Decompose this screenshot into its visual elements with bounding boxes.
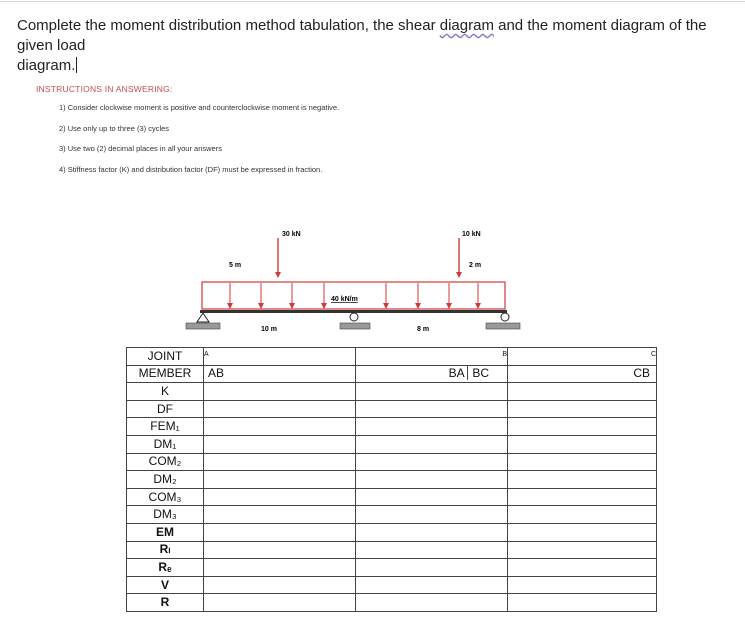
table-row xyxy=(127,488,657,506)
table-row xyxy=(127,453,657,471)
value-cell[interactable] xyxy=(356,418,508,436)
row-label: DM₁ xyxy=(127,435,204,453)
joint-c-label: C xyxy=(650,351,656,358)
row-label: COM₂ xyxy=(127,453,204,471)
member-ba-bc-cell[interactable] xyxy=(356,365,508,383)
instruction-item: 2) Use only up to three (3) cycles xyxy=(59,124,170,133)
point-load-2-label: 10 kN xyxy=(462,231,481,238)
value-cell[interactable] xyxy=(356,576,508,594)
member-bc-label: BC xyxy=(467,366,507,380)
value-cell[interactable] xyxy=(356,383,508,401)
value-cell[interactable] xyxy=(508,400,657,418)
row-label: FEM₁ xyxy=(127,418,204,436)
member-ab-label: AB xyxy=(208,366,225,381)
value-cell[interactable] xyxy=(204,559,356,577)
support-c-roller xyxy=(501,313,509,321)
value-cell[interactable] xyxy=(508,383,657,401)
value-cell[interactable] xyxy=(204,453,356,471)
point-load-2-dist: 2 m xyxy=(469,262,482,269)
value-cell[interactable] xyxy=(508,594,657,612)
table-row xyxy=(127,435,657,453)
member-ab-cell[interactable] xyxy=(204,365,356,383)
table-row xyxy=(127,383,657,401)
span-2-label: 8 m xyxy=(417,326,430,333)
joint-b-cell[interactable] xyxy=(356,348,508,366)
row-label: MEMBER xyxy=(127,365,204,383)
value-cell[interactable] xyxy=(508,559,657,577)
instruction-item: 3) Use two (2) decimal places in all your answers xyxy=(59,144,222,153)
question-line2: diagram. xyxy=(17,57,76,74)
value-cell[interactable] xyxy=(356,488,508,506)
value-cell[interactable] xyxy=(204,471,356,489)
support-b-ground xyxy=(340,323,370,329)
value-cell[interactable] xyxy=(204,523,356,541)
value-cell[interactable] xyxy=(356,523,508,541)
value-cell[interactable] xyxy=(508,453,657,471)
value-cell[interactable] xyxy=(356,594,508,612)
table-row xyxy=(127,418,657,436)
row-label: JOINT xyxy=(127,348,204,366)
point-load-1-arrowhead xyxy=(275,272,281,278)
table-row xyxy=(127,365,657,383)
table-row xyxy=(127,576,657,594)
value-cell[interactable] xyxy=(356,435,508,453)
row-label: Rₗ xyxy=(127,541,204,559)
joint-c-cell[interactable] xyxy=(508,348,657,366)
row-label: K xyxy=(127,383,204,401)
support-c-ground xyxy=(486,323,520,329)
row-label: COM₃ xyxy=(127,488,204,506)
value-cell[interactable] xyxy=(508,506,657,524)
value-cell[interactable] xyxy=(356,471,508,489)
joint-a-cell[interactable] xyxy=(204,348,356,366)
value-cell[interactable] xyxy=(356,453,508,471)
joint-a-label: A xyxy=(204,351,209,358)
question-line1-pre: Complete the moment distribution method tabulation, the shear xyxy=(17,17,440,34)
udl-label: 40 kN/m xyxy=(331,296,358,303)
value-cell[interactable] xyxy=(204,435,356,453)
value-cell[interactable] xyxy=(508,576,657,594)
table-row xyxy=(127,348,657,366)
value-cell[interactable] xyxy=(508,435,657,453)
value-cell[interactable] xyxy=(508,541,657,559)
point-load-1-label: 30 kN xyxy=(282,231,301,238)
value-cell[interactable] xyxy=(204,576,356,594)
point-load-2-arrowhead xyxy=(456,272,462,278)
value-cell[interactable] xyxy=(204,383,356,401)
support-a-ground xyxy=(186,323,220,329)
point-load-1-dist: 5 m xyxy=(229,262,242,269)
row-label: V xyxy=(127,576,204,594)
instructions-title: INSTRUCTIONS IN ANSWERING: xyxy=(36,84,173,94)
member-cb-label: CB xyxy=(633,366,650,381)
question-word-spellcheck[interactable]: diagram xyxy=(439,17,494,34)
instruction-item: 4) Stiffness factor (K) and distribution factor (DF) must be expressed in fraction. xyxy=(59,165,323,174)
value-cell[interactable] xyxy=(356,400,508,418)
value-cell[interactable] xyxy=(204,594,356,612)
value-cell[interactable] xyxy=(204,418,356,436)
value-cell[interactable] xyxy=(356,541,508,559)
member-cb-cell[interactable] xyxy=(508,365,657,383)
table-row xyxy=(127,400,657,418)
value-cell[interactable] xyxy=(508,418,657,436)
value-cell[interactable] xyxy=(204,488,356,506)
row-label: Rₑ xyxy=(127,559,204,577)
joint-b-label: B xyxy=(502,351,507,358)
question-line1-post: and the moment diagram of the given load xyxy=(17,17,707,54)
row-label: DM₃ xyxy=(127,506,204,524)
row-label: DF xyxy=(127,400,204,418)
value-cell[interactable] xyxy=(204,400,356,418)
value-cell[interactable] xyxy=(508,488,657,506)
value-cell[interactable] xyxy=(508,471,657,489)
value-cell[interactable] xyxy=(356,506,508,524)
value-cell[interactable] xyxy=(508,523,657,541)
value-cell[interactable] xyxy=(356,559,508,577)
row-label: R xyxy=(127,594,204,612)
table-row xyxy=(127,471,657,489)
member-ba-label: BA xyxy=(448,366,464,381)
table-row xyxy=(127,506,657,524)
row-label: DM₂ xyxy=(127,471,204,489)
table-row xyxy=(127,523,657,541)
support-b-roller xyxy=(350,313,358,321)
table-row xyxy=(127,541,657,559)
span-1-label: 10 m xyxy=(261,326,277,333)
support-a-pin xyxy=(197,313,209,322)
value-cell[interactable] xyxy=(204,506,356,524)
value-cell[interactable] xyxy=(204,541,356,559)
table-row xyxy=(127,559,657,577)
moment-distribution-table xyxy=(126,347,657,612)
instruction-item: 1) Consider clockwise moment is positive and counterclockwise moment is negative. xyxy=(59,103,340,112)
table-row xyxy=(127,594,657,612)
row-label: EM xyxy=(127,523,204,541)
